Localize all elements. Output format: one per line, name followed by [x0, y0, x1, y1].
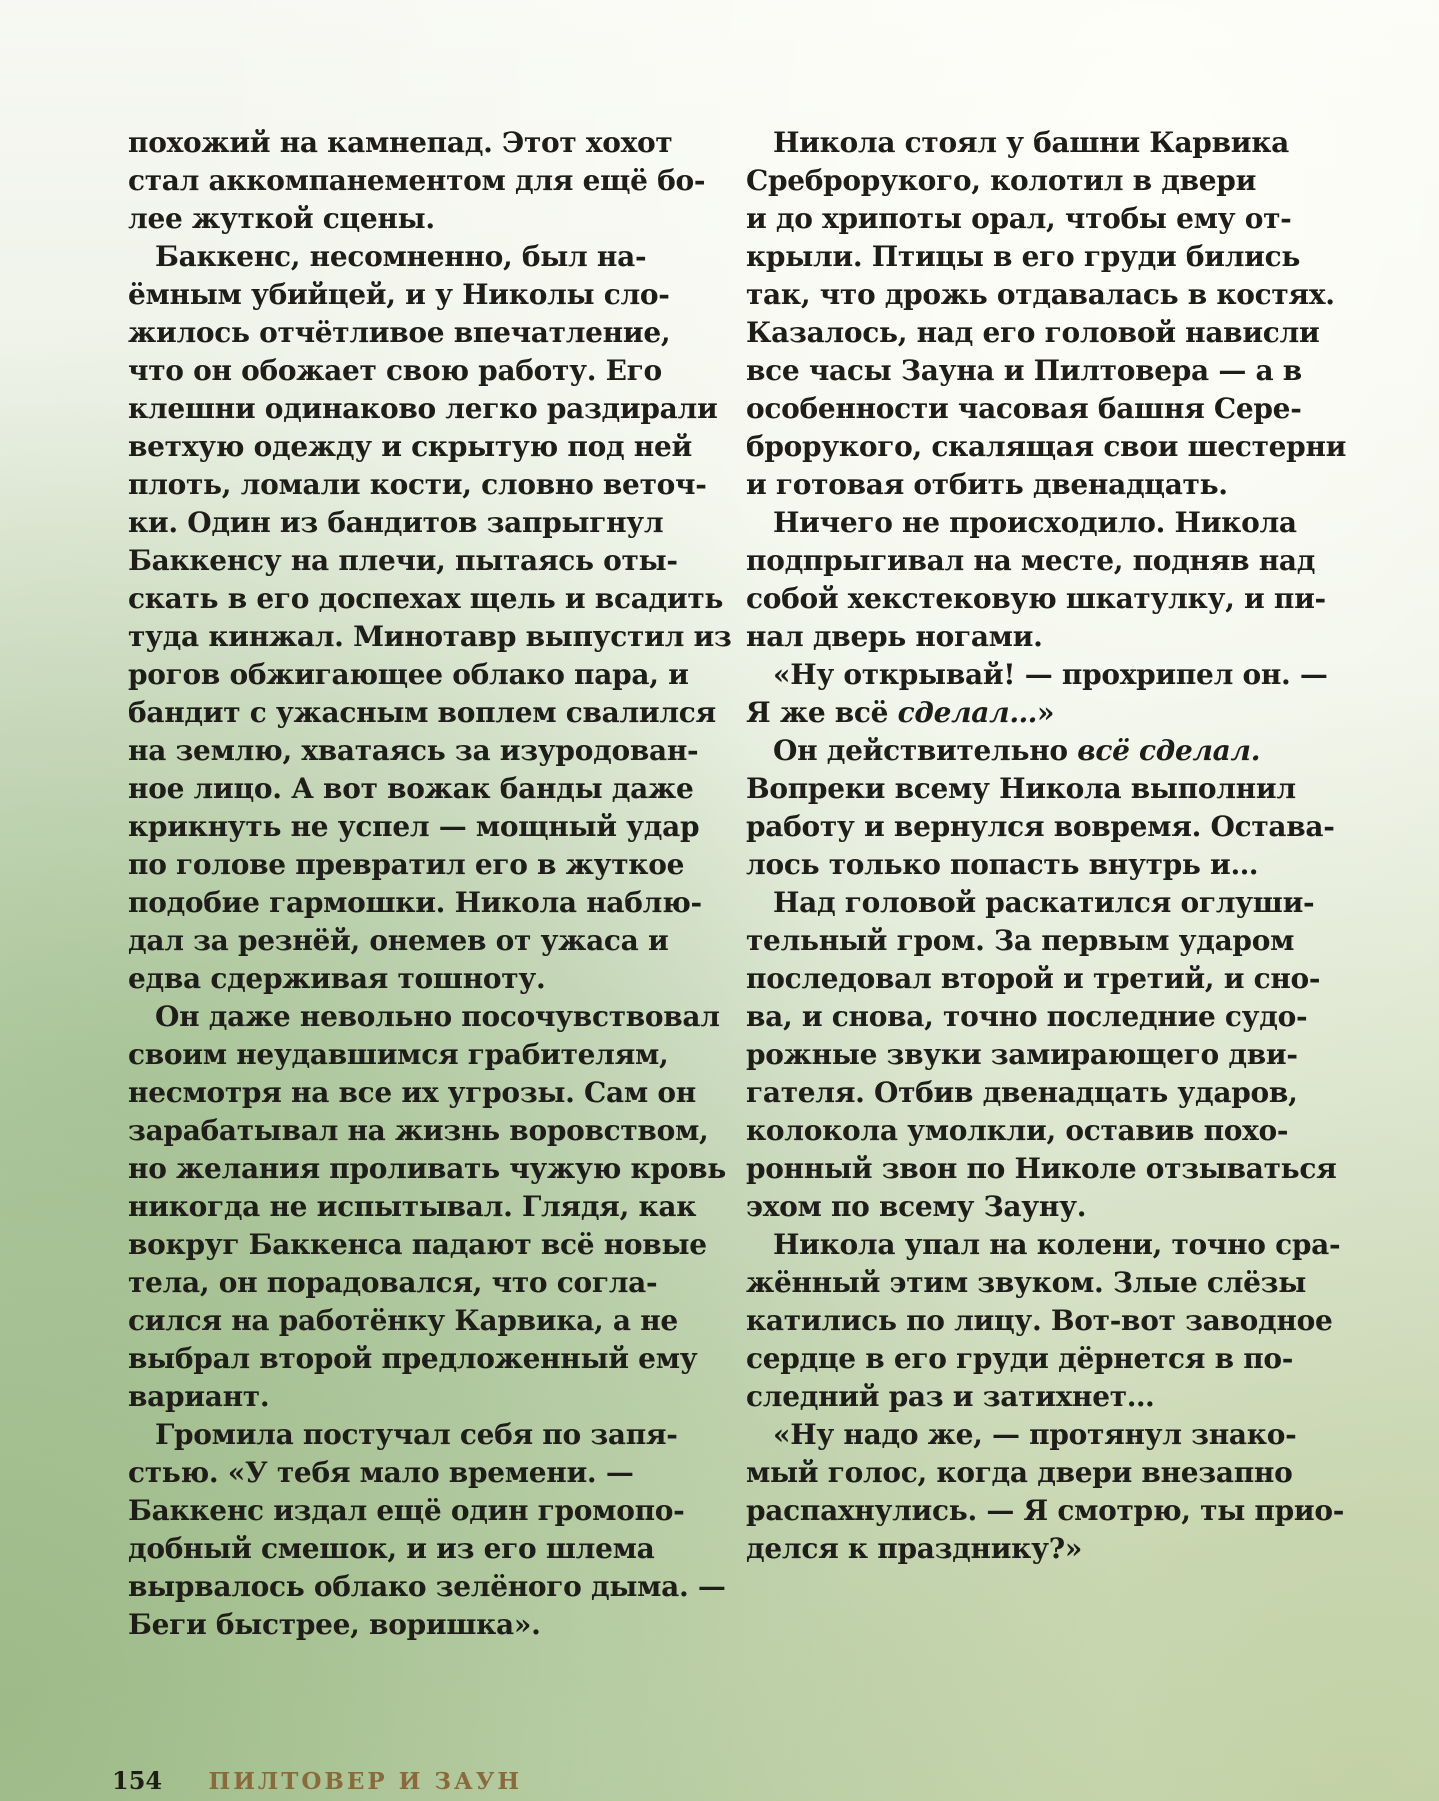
- text-line: [128, 1226, 707, 1264]
- text-line: [128, 1416, 700, 1454]
- line-text: брорукого, скалящая свои шестерни: [746, 430, 1347, 463]
- line-text: Никола упал на колени, точно сра-: [773, 1228, 1341, 1261]
- text-line: [128, 1112, 709, 1150]
- line-text: рогов обжигающее облако пара, и: [128, 658, 689, 691]
- text-line: [128, 276, 700, 314]
- line-text: Громила постучал себя по запя-: [155, 1418, 678, 1451]
- line-text: вокруг Баккенса падают всё новые: [128, 1228, 707, 1261]
- line-text: крыли. Птицы в его груди бились: [746, 240, 1301, 273]
- line-text: Вопреки всему Никола выполнил: [746, 772, 1296, 805]
- text-line: [128, 922, 700, 960]
- line-text: ветхую одежду и скрытую под ней: [128, 430, 692, 463]
- text-line: [128, 1530, 700, 1568]
- line-text: делся к празднику?»: [746, 1532, 1083, 1565]
- text-line: [746, 960, 1321, 998]
- text-line: [128, 960, 700, 998]
- line-text: подпрыгивал на месте, подняв над: [746, 544, 1316, 577]
- line-text: стал аккомпанементом для ещё бо-: [128, 164, 706, 197]
- line-text: плоть, ломали кости, словно веточ-: [128, 468, 707, 501]
- text-line: [746, 352, 1318, 390]
- text-line: [746, 694, 1318, 732]
- text-line: [746, 1454, 1318, 1492]
- text-line: [746, 808, 1335, 846]
- text-line: [746, 1416, 1318, 1454]
- text-line: [746, 580, 1326, 618]
- text-line: [128, 580, 724, 618]
- line-text: вариант.: [128, 1380, 270, 1413]
- text-line: [746, 1492, 1345, 1530]
- text-line: [128, 1568, 726, 1606]
- line-text: жилось отчётливое впечатление,: [128, 316, 671, 349]
- line-text: все часы Зауна и Пилтовера — а в: [746, 354, 1302, 387]
- line-text: мый голос, когда двери внезапно: [746, 1456, 1293, 1489]
- line-text: ки. Один из бандитов запрыгнул: [128, 506, 664, 539]
- text-line: [128, 390, 718, 428]
- text-line: [128, 618, 732, 656]
- text-line: [746, 314, 1318, 352]
- line-text: Среброрукого, колотил в двери: [746, 164, 1257, 197]
- text-line: [746, 238, 1318, 276]
- line-text: бандит с ужасным воплем свалился: [128, 696, 716, 729]
- text-line: [746, 1188, 1318, 1226]
- text-line: [746, 1264, 1318, 1302]
- text-line: [746, 846, 1318, 884]
- text-line: [746, 466, 1318, 504]
- line-text: вырвалось облако зелёного дыма. —: [128, 1570, 726, 1603]
- line-text: сился на работёнку Карвика, а не: [128, 1304, 678, 1337]
- line-text: Баккенс, несомненно, был на-: [155, 240, 647, 273]
- line-text: колокола умолкли, оставив похо-: [746, 1114, 1289, 1147]
- line-text: ёмным убийцей, и у Николы сло-: [128, 278, 670, 311]
- text-line: [128, 1036, 700, 1074]
- text-line: [128, 694, 716, 732]
- line-text-after: »: [1037, 696, 1055, 729]
- text-line: [746, 200, 1318, 238]
- left-text-column: [128, 124, 732, 1644]
- text-line: [746, 1340, 1318, 1378]
- text-line: [746, 1112, 1318, 1150]
- line-text: Баккенс издал ещё один громопо-: [128, 1494, 685, 1527]
- line-text: нал дверь ногами.: [746, 620, 1043, 653]
- line-text: рожные звуки замирающего дви-: [746, 1038, 1298, 1071]
- text-line: [128, 808, 700, 846]
- line-text: Над головой раскатился оглуши-: [773, 886, 1315, 919]
- line-text: Я же всё: [746, 696, 898, 729]
- line-text: выбрал второй предложенный ему: [128, 1342, 698, 1375]
- text-line: [746, 1302, 1333, 1340]
- line-text: подобие гармошки. Никола наблю-: [128, 886, 702, 919]
- page-footer: [112, 1766, 522, 1795]
- text-line: [128, 1378, 700, 1416]
- text-line: [128, 1302, 700, 1340]
- line-text: Казалось, над его головой нависли: [746, 316, 1320, 349]
- text-line: [746, 504, 1318, 542]
- text-line: [746, 162, 1318, 200]
- line-text: так, что дрожь отдавалась в костях.: [746, 278, 1335, 311]
- text-line: [746, 770, 1318, 808]
- text-line: [128, 352, 700, 390]
- italic-text: сделал…: [897, 696, 1038, 729]
- line-text: но желания проливать чужую кровь: [128, 1152, 726, 1185]
- line-text: Он даже невольно посочувствовал: [155, 1000, 720, 1033]
- line-text: лее жуткой сцены.: [128, 202, 435, 235]
- text-line: [746, 1036, 1318, 1074]
- text-line: [128, 1454, 700, 1492]
- text-line: [128, 770, 700, 808]
- text-line: [128, 238, 700, 276]
- text-line: [746, 922, 1318, 960]
- text-line: [746, 998, 1318, 1036]
- line-text: работу и вернулся вовремя. Остава-: [746, 810, 1335, 843]
- line-text: своим неудавшимся грабителям,: [128, 1038, 669, 1071]
- text-line: [128, 1150, 726, 1188]
- line-text: никогда не испытывал. Глядя, как: [128, 1190, 697, 1223]
- text-line: [746, 656, 1328, 694]
- line-text: зарабатывал на жизнь воровством,: [128, 1114, 709, 1147]
- text-line: [128, 656, 700, 694]
- text-line: [128, 1188, 700, 1226]
- line-text: туда кинжал. Минотавр выпустил из: [128, 620, 732, 653]
- line-text: на землю, хватаясь за изуродован-: [128, 734, 699, 767]
- text-line: [746, 1378, 1318, 1416]
- line-text: едва сдерживая тошноту.: [128, 962, 546, 995]
- line-text: «Ну открывай! — прохрипел он. —: [773, 658, 1328, 691]
- line-text: добный смешок, и из его шлема: [128, 1532, 655, 1565]
- text-line: [128, 428, 700, 466]
- line-text: стью. «У тебя мало времени. —: [128, 1456, 634, 1489]
- line-text: несмотря на все их угрозы. Сам он: [128, 1076, 696, 1109]
- line-text: тельный гром. За первым ударом: [746, 924, 1295, 957]
- line-text: Ничего не происходило. Никола: [773, 506, 1297, 539]
- line-text: сердце в его груди дёрнется в по-: [746, 1342, 1294, 1375]
- text-line: [128, 162, 706, 200]
- text-line: [128, 732, 700, 770]
- line-text: и до хрипоты орал, чтобы ему от-: [746, 202, 1292, 235]
- line-text: что он обожает свою работу. Его: [128, 354, 662, 387]
- text-line: [746, 428, 1347, 466]
- text-line: [128, 504, 700, 542]
- line-text: последовал второй и третий, и сно-: [746, 962, 1321, 995]
- line-text: следний раз и затихнет…: [746, 1380, 1155, 1413]
- text-line: [128, 1074, 700, 1112]
- text-line: [128, 1264, 700, 1302]
- line-text: крикнуть не успел — мощный удар: [128, 810, 700, 843]
- text-line: [128, 1606, 700, 1644]
- line-text: Баккенсу на плечи, пытаясь оты-: [128, 544, 678, 577]
- text-line: [128, 884, 700, 922]
- line-text: по голове превратил его в жуткое: [128, 848, 685, 881]
- text-line: [746, 1226, 1341, 1264]
- text-line: [128, 846, 700, 884]
- text-line: [128, 314, 700, 352]
- text-line: [746, 618, 1318, 656]
- line-text: ное лицо. А вот вожак банды даже: [128, 772, 694, 805]
- text-line: [746, 732, 1318, 770]
- right-text-column: [746, 124, 1347, 1568]
- text-line: [128, 542, 700, 580]
- line-text: лось только попасть внутрь и…: [746, 848, 1259, 881]
- line-text: «Ну надо же, — протянул знако-: [773, 1418, 1297, 1451]
- line-text: собой хекстековую шкатулку, и пи-: [746, 582, 1326, 615]
- text-line: [128, 1340, 700, 1378]
- line-text: ва, и снова, точно последние судо-: [746, 1000, 1308, 1033]
- text-line: [746, 1530, 1318, 1568]
- text-line: [128, 124, 700, 162]
- line-text: тела, он порадовался, что согла-: [128, 1266, 658, 1299]
- italic-text: всё сделал.: [1077, 734, 1261, 767]
- line-text: похожий на камнепад. Этот хохот: [128, 126, 673, 159]
- line-text: Никола стоял у башни Карвика: [773, 126, 1289, 159]
- line-text: особенности часовая башня Сере-: [746, 392, 1302, 425]
- line-text: гателя. Отбив двенадцать ударов,: [746, 1076, 1298, 1109]
- line-text: распахнулись. — Я смотрю, ты прио-: [746, 1494, 1345, 1527]
- line-text: Беги быстрее, воришка».: [128, 1608, 541, 1641]
- line-text: ронный звон по Николе отзываться: [746, 1152, 1337, 1185]
- line-text: эхом по всему Зауну.: [746, 1190, 1087, 1223]
- line-text: жённый этим звуком. Злые слёзы: [746, 1266, 1306, 1299]
- text-line: [128, 200, 700, 238]
- text-line: [746, 124, 1318, 162]
- page-number: 154: [112, 1766, 163, 1795]
- line-text: Он действительно: [773, 734, 1078, 767]
- text-line: [746, 390, 1318, 428]
- text-line: [746, 542, 1318, 580]
- line-text: клешни одинаково легко раздирали: [128, 392, 718, 425]
- text-line: [128, 466, 707, 504]
- line-text: скать в его доспехах щель и всадить: [128, 582, 724, 615]
- text-line: [746, 1150, 1337, 1188]
- text-line: [746, 884, 1318, 922]
- running-title: ПИЛТОВЕР И ЗАУН: [208, 1768, 523, 1795]
- line-text: дал за резнёй, онемев от ужаса и: [128, 924, 669, 957]
- line-text: катились по лицу. Вот-вот заводное: [746, 1304, 1333, 1337]
- text-line: [746, 276, 1335, 314]
- line-text: и готовая отбить двенадцать.: [746, 468, 1228, 501]
- text-line: [128, 1492, 700, 1530]
- text-line: [128, 998, 720, 1036]
- text-line: [746, 1074, 1318, 1112]
